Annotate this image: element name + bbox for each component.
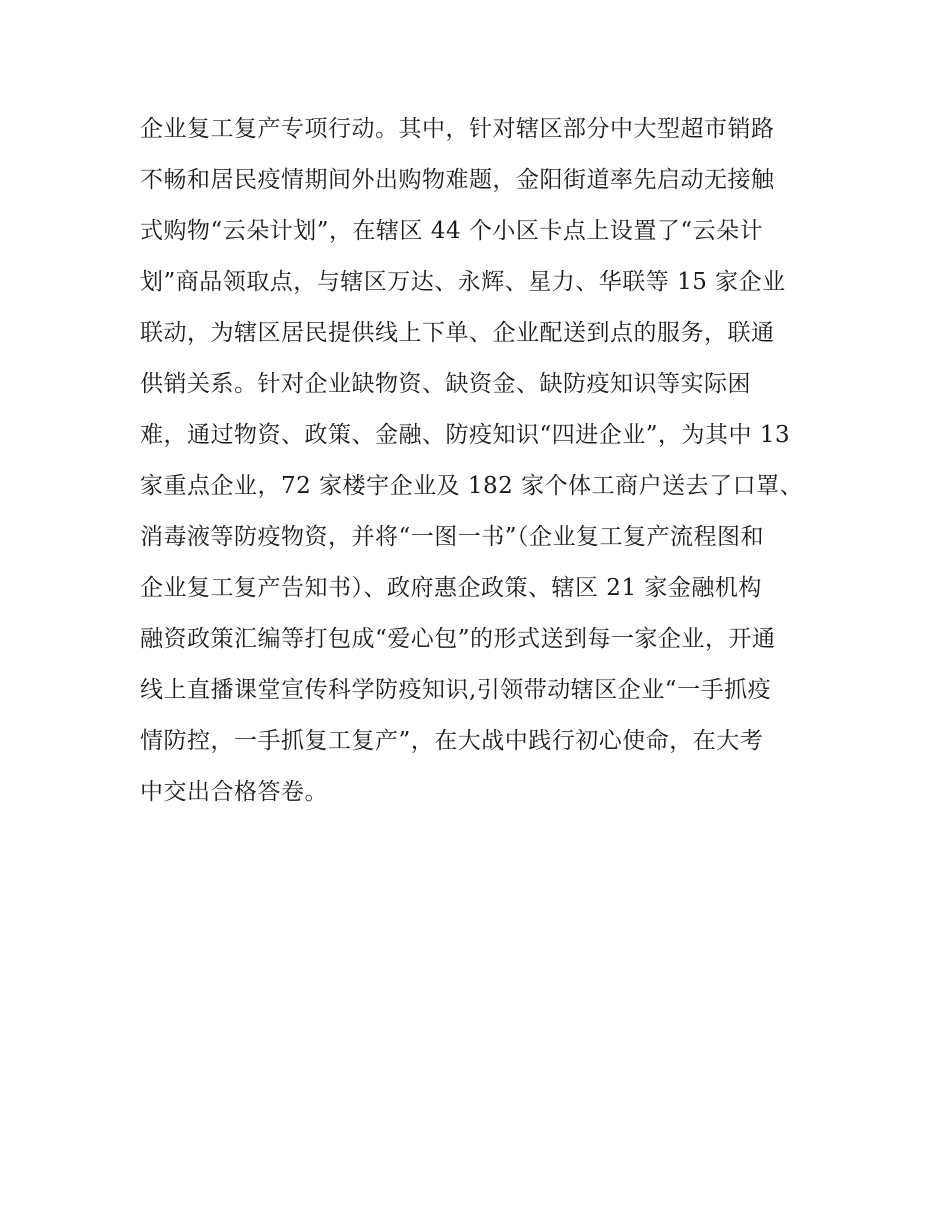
text-line: 供销关系。针对企业缺物资、缺资金、缺防疫知识等实际困 [140,371,751,397]
text-line: 不畅和居民疫情期间外出购物难题，金阳街道率先启动无接触 [140,167,775,193]
text-line: 情防控，一手抓复工复产”，在大战中践行初心使命，在大考 [140,728,764,754]
text-line: 难，通过物资、政策、金融、防疫知识“四进企业”，为其中 13 [140,422,791,448]
text-line: 融资政策汇编等打包成“爱心包”的形式送到每一家企业，开通 [140,626,776,652]
text-line: 式购物“云朵计划”，在辖区 44 个小区卡点上设置了“云朵计 [140,218,764,244]
text-line: 企业复工复产专项行动。其中，针对辖区部分中大型超市销路 [140,116,775,142]
body-paragraph [140,104,820,818]
text-line: 中交出合格答卷。 [140,779,328,805]
text-line: 划”商品领取点，与辖区万达、永辉、星力、华联等 15 家企业 [140,269,786,295]
text-line: 线上直播课堂宣传科学防疫知识,引领带动辖区企业“一手抓疫 [140,677,772,703]
text-line: 消毒液等防疫物资，并将“一图一书”（企业复工复产流程图和 [140,524,765,550]
text-line: 企业复工复产告知书）、政府惠企政策、辖区 21 家金融机构 [140,575,762,601]
text-line: 家重点企业，72 家楼宇企业及 182 家个体工商户送去了口罩、 [140,473,804,499]
text-line: 联动，为辖区居民提供线上下单、企业配送到点的服务，联通 [140,320,775,346]
